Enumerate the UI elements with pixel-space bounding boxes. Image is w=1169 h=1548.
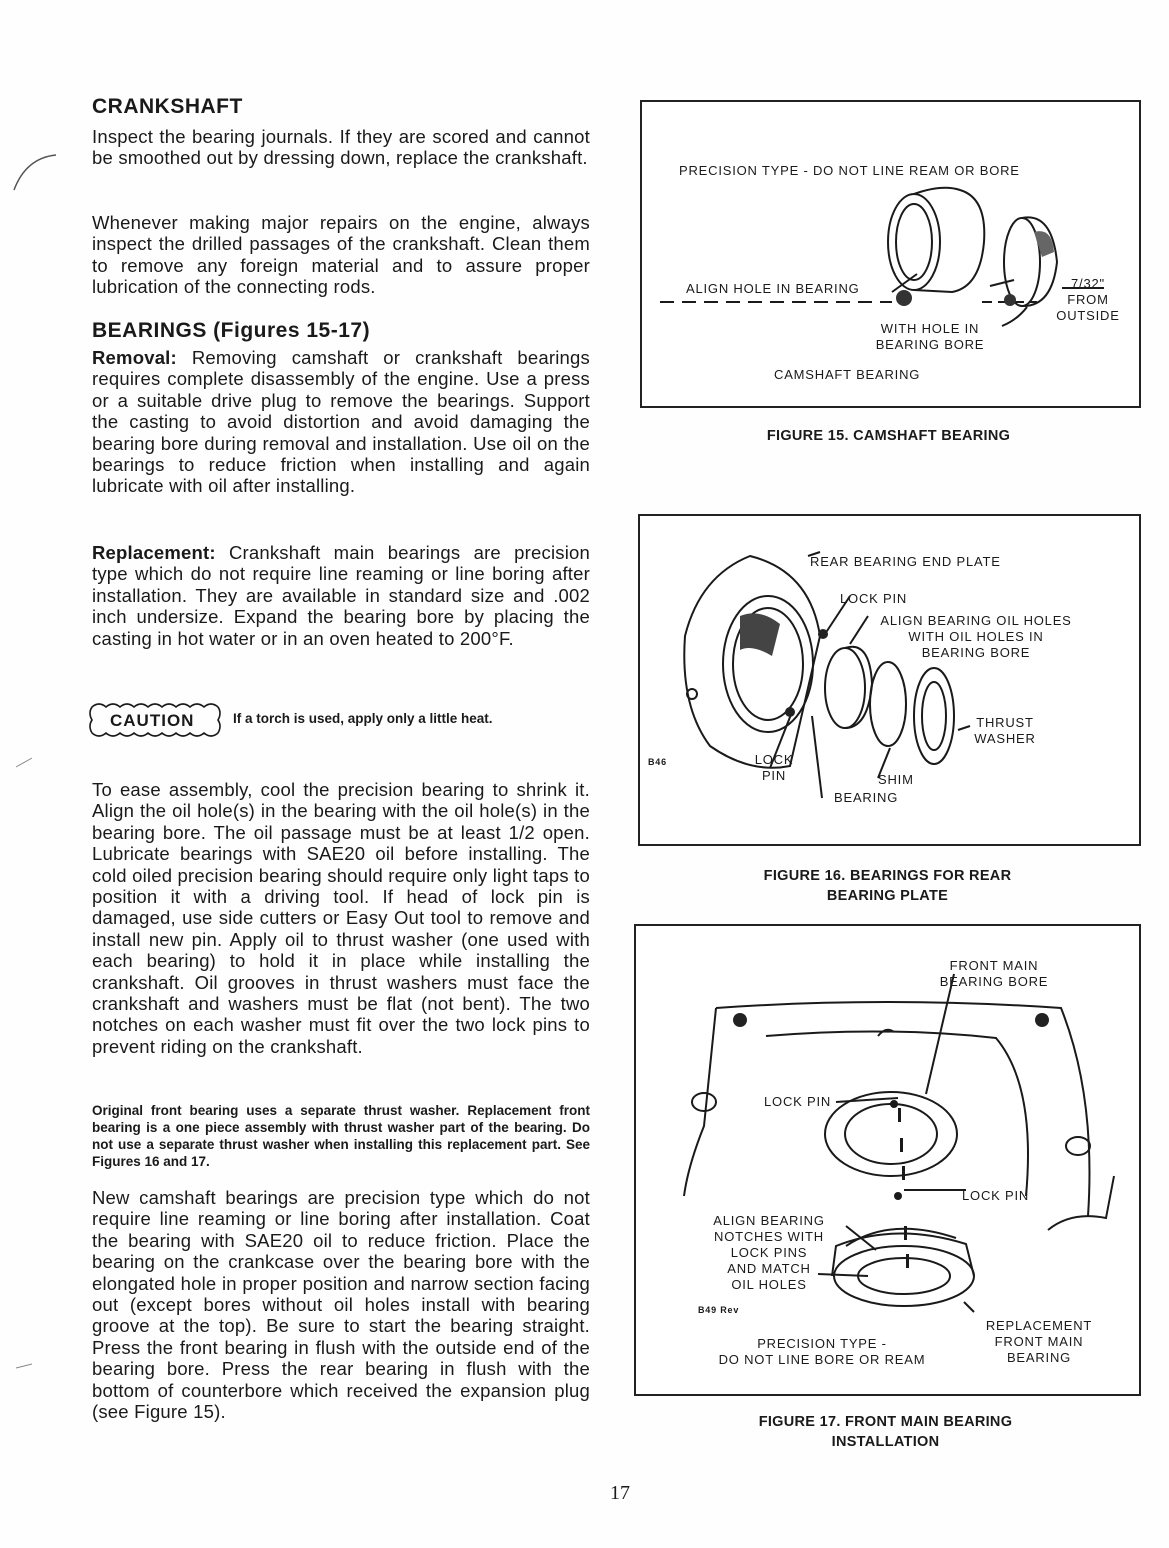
fig16-thrust-line-2: WASHER [974,731,1036,746]
figure-16-caption [638,866,1137,906]
fig15-align-label: ALIGN HOLE IN BEARING [686,281,860,296]
fig15-with-hole-label [870,321,990,353]
fig17-caption-line-2: INSTALLATION [831,1434,940,1450]
caution-text: If a torch is used, apply only a little heat. [233,711,493,726]
fig16-lock-pin-bottom-line-2: PIN [761,768,787,783]
replacement-note: Original front bearing uses a separate thrust washer. Replacement front bearing is a one piece assembly with thrust washer part of the bearing. Do not use a separate thrust washer when installing this replacement part. See Figures 16 and 17. [92,1103,590,1169]
fig16-rear-plate-label: REAR BEARING END PLATE [810,554,1001,569]
fig15-dimension-line-3: OUTSIDE [1056,308,1120,323]
fig17-code: B49 Rev [698,1305,740,1315]
fig17-align-line-2: NOTCHES WITH [714,1229,824,1244]
fig17-replacement-label [974,1318,1104,1366]
figure-17-box [634,924,1141,1396]
fig15-dimension-line-1: 7/32" [1071,276,1105,291]
fig15-part-label: CAMSHAFT BEARING [774,367,921,382]
fig17-align-line-3: LOCK PINS [730,1245,808,1260]
fig17-precision-line-2: DO NOT LINE BORE OR REAM [718,1352,926,1367]
fig17-replacement-line-3: BEARING [1006,1350,1072,1365]
fig16-thrust-line-1: THRUST [976,715,1034,730]
fig16-lock-pin-top-label: LOCK PIN [840,591,908,606]
fig17-align-line-1: ALIGN BEARING [713,1213,825,1228]
margin-mark [14,1360,34,1370]
replacement-paragraph [92,542,590,649]
fig15-with-hole-line-2: BEARING BORE [875,337,985,352]
crankshaft-paragraph-2: Whenever making major repairs on the engine, always inspect the drilled passages of the crankshaft. Clean them to remove any foreign material and to assure proper lubrication of the connecting rods. [92,212,590,298]
fig17-front-bore-label [936,958,1052,990]
fig17-replacement-line-2: FRONT MAIN [994,1334,1084,1349]
fig15-dimension-line-2: FROM [1067,292,1109,307]
caution-badge [88,701,228,739]
caution-label: CAUTION [110,711,195,730]
fig17-caption-line-1: FIGURE 17. FRONT MAIN BEARING [758,1414,1013,1430]
fig17-front-bore-line-2: BEARING BORE [939,974,1049,989]
fig16-thrust-washer-label [962,715,1048,747]
figure-16-box [638,514,1141,846]
fig15-dimension-label [1050,276,1126,324]
fig17-front-bore-line-1: FRONT MAIN [949,958,1039,973]
fig15-with-hole-line-1: WITH HOLE IN [880,321,980,336]
replacement-text: Crankshaft main bearings are precision type which do not require line reaming or line boring after installation. They are available in standard size and .002 inch undersize. Expand the bearing bore by placing the casting in hot water or in an oven heated to 200°F. [92,542,590,649]
fig17-precision-line-1: PRECISION TYPE - [757,1336,887,1351]
fig16-caption-line-1: FIGURE 16. BEARINGS FOR REAR [763,868,1012,884]
fig16-align-line-2: WITH OIL HOLES IN [908,629,1044,644]
fig17-precision-label [702,1336,942,1368]
margin-mark [8,150,58,195]
fig16-align-line-3: BEARING BORE [921,645,1031,660]
page-number: 17 [610,1482,630,1504]
fig17-replacement-line-1: REPLACEMENT [985,1318,1093,1333]
crankshaft-heading: CRANKSHAFT [92,95,243,118]
fig16-bearing-label: BEARING [834,790,899,805]
fig17-lock-pin-1-label: LOCK PIN [764,1094,832,1109]
fig16-shim-label: SHIM [878,772,914,787]
fig16-align-line-1: ALIGN BEARING OIL HOLES [880,613,1072,628]
camshaft-bearing-drawing [642,102,1139,406]
figure-15-box [640,100,1141,408]
figure-17-caption [634,1412,1137,1452]
fig16-lock-pin-bottom-label [744,752,804,784]
removal-label: Removal: [92,347,177,368]
assembly-paragraph: To ease assembly, cool the precision bearing to shrink it. Align the oil hole(s) in the bearing with the oil hole(s) in the bearing bore. The oil passage must be at least 1/2 open. Lubricate bearings with SAE20 oil before installing. The cold oiled precision bearing should require only light taps to position it with a driving tool. If head of lock pin is damaged, use side cutters or Easy Out tool to remove and install new pin. Apply oil to thrust washer (one used with each bearing) to hold it in place while installing the crankshaft. Oil grooves in thrust washers must face the crankshaft and washers must be flat (not bent). The two notches on each washer must fit over the two lock pins to prevent riding on the crankshaft. [92,779,590,1057]
fig16-lock-pin-bottom-line-1: LOCK [754,752,794,767]
bearings-heading: BEARINGS (Figures 15-17) [92,319,371,342]
camshaft-paragraph: New camshaft bearings are precision type which do not require line reaming or line boring after installation. Coat the bearing with SAE20 oil to reduce friction. Place the bearing on the crankcase over the bearing bore with the elongated hole in proper position and narrow section facing out (except bores without oil holes install with bearing groove at the top). Be sure to start the bearing straight. Press the front bearing in flush with the outside end of the bearing bore. Press the rear bearing in flush with the bottom of counterbore which received the expansion plug (see Figure 15). [92,1187,590,1423]
fig17-align-line-4: AND MATCH [727,1261,811,1276]
fig16-code: B46 [648,757,667,767]
crankshaft-paragraph-1: Inspect the bearing journals. If they are scored and cannot be smoothed out by dressing down, replace the crankshaft. [92,126,590,169]
removal-text: Removing camshaft or crankshaft bearings requires complete disassembly of the engine. Use a press or a suitable drive plug to remove the bearings. Support the casting to avoid distortion and avoid damaging the bearing bore during removal and installation. Use oil on the bearings to reduce friction when installing and again lubricate with oil after installing. [92,347,590,497]
removal-paragraph [92,347,590,497]
fig16-align-label [866,613,1086,661]
fig15-header-label: PRECISION TYPE - DO NOT LINE REAM OR BORE [679,163,1020,178]
replacement-label: Replacement: [92,542,216,563]
fig17-align-line-5: OIL HOLES [731,1277,807,1292]
fig17-align-label [702,1213,836,1293]
figure-15-caption: FIGURE 15. CAMSHAFT BEARING [766,428,1011,444]
fig17-lock-pin-2-label: LOCK PIN [962,1188,1030,1203]
fig16-caption-line-2: BEARING PLATE [826,888,949,904]
margin-mark [14,755,34,770]
